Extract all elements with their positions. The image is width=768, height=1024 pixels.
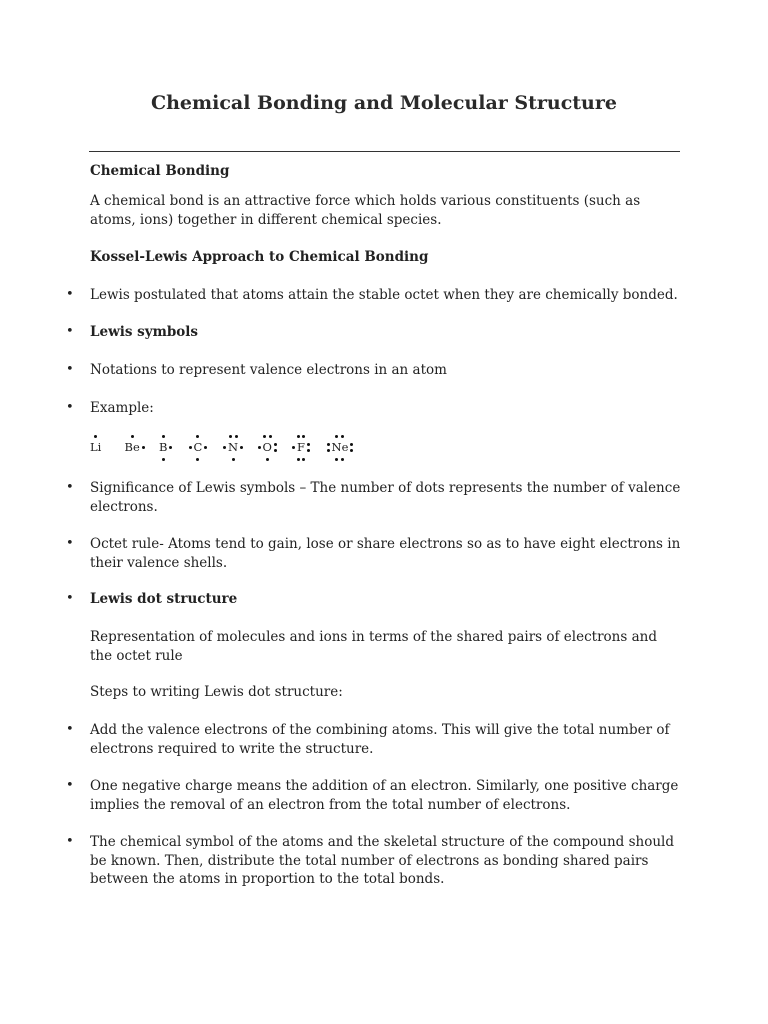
step-item: The chemical symbol of the atoms and the skeletal structure of the compound should be known. Then, distribute the total number of electrons as bonding shared pairs between the atoms in proportion to the total bonds. <box>90 834 675 887</box>
bullet-marker: • <box>66 362 74 377</box>
steps-intro: Steps to writing Lewis dot structure: <box>90 684 343 700</box>
step-item: Add the valence electrons of the combining atoms. This will give the total number of electrons required to write the structure. <box>90 722 670 757</box>
lewis-symbol-label: N <box>228 440 239 454</box>
lewis-symbol-label: C <box>193 440 203 454</box>
chemical-bonding-heading: Chemical Bonding <box>90 163 230 179</box>
bullet-marker: • <box>66 324 74 339</box>
electron-dot <box>274 443 277 446</box>
electron-dot <box>350 443 353 446</box>
lewis-symbol-o <box>263 432 293 462</box>
electron-dot <box>292 446 295 449</box>
electron-dot <box>327 443 330 446</box>
electron-dot <box>232 458 235 461</box>
electron-dot <box>94 435 97 438</box>
bullet-notations: Notations to represent valence electrons in an atom <box>90 362 447 378</box>
electron-dot <box>327 449 330 452</box>
electron-dot <box>307 449 310 452</box>
electron-dot <box>302 458 305 461</box>
bullet-lewis-symbols: Lewis symbols <box>90 324 199 340</box>
electron-dot <box>266 458 269 461</box>
electron-dot <box>297 458 300 461</box>
electron-dot <box>162 458 165 461</box>
lewis-symbol-label: F <box>297 440 305 454</box>
electron-dot <box>350 449 353 452</box>
bullet-marker: • <box>66 778 74 793</box>
electron-dot <box>263 435 266 438</box>
electron-dot <box>162 435 165 438</box>
electron-dot <box>189 446 192 449</box>
electron-dot <box>274 449 277 452</box>
electron-dot <box>223 446 226 449</box>
bullet-marker: • <box>66 480 74 495</box>
lewis-symbol-label: Be <box>124 440 140 454</box>
lewis-symbol-f <box>297 432 327 462</box>
lewis-symbol-b <box>159 432 189 462</box>
bullet-marker: • <box>66 722 74 737</box>
lewis-symbols-figure <box>90 432 370 462</box>
lewis-symbol-be <box>125 432 155 462</box>
title-divider <box>89 151 680 152</box>
electron-dot <box>240 446 243 449</box>
chemical-bonding-paragraph: A chemical bond is an attractive force which holds various constituents (such as atoms, ions) together in different chemical species. <box>90 193 641 228</box>
bullet-marker: • <box>66 536 74 551</box>
bullet-lewis-dot-structure: Lewis dot structure <box>90 591 238 607</box>
lewis-symbol-ne <box>332 432 362 462</box>
electron-dot <box>196 458 199 461</box>
page-title: Chemical Bonding and Molecular Structure <box>151 92 617 114</box>
electron-dot <box>341 458 344 461</box>
electron-dot <box>335 435 338 438</box>
electron-dot <box>169 446 172 449</box>
lewis-symbol-c <box>194 432 224 462</box>
bullet-marker: • <box>66 400 74 415</box>
electron-dot <box>269 435 272 438</box>
lewis-dot-definition: Representation of molecules and ions in terms of the shared pairs of electrons and the octet rule <box>90 629 657 664</box>
bullet-significance: Significance of Lewis symbols – The number of dots represents the number of valence electrons. <box>90 480 681 515</box>
lewis-symbol-label: Ne <box>331 440 349 454</box>
electron-dot <box>258 446 261 449</box>
electron-dot <box>229 435 232 438</box>
electron-dot <box>142 446 145 449</box>
bullet-marker: • <box>66 834 74 849</box>
electron-dot <box>307 443 310 446</box>
lewis-symbol-label: O <box>262 440 272 454</box>
step-item: One negative charge means the addition of an electron. Similarly, one positive charge implies the removal of an electron from the total number of electrons. <box>90 778 679 813</box>
lewis-symbol-label: B <box>159 440 168 454</box>
electron-dot <box>335 458 338 461</box>
electron-dot <box>297 435 300 438</box>
lewis-symbol-li <box>90 432 120 462</box>
bullet-example: Example: <box>90 400 154 416</box>
lewis-symbol-label: Li <box>90 440 102 454</box>
bullet-octet-rule: Octet rule- Atoms tend to gain, lose or share electrons so as to have eight electrons in their valence shells. <box>90 536 681 571</box>
kossel-lewis-heading: Kossel-Lewis Approach to Chemical Bonding <box>90 249 429 265</box>
bullet-marker: • <box>66 287 74 302</box>
electron-dot <box>204 446 207 449</box>
electron-dot <box>341 435 344 438</box>
bullet-lewis-postulated: Lewis postulated that atoms attain the stable octet when they are chemically bonded. <box>90 287 678 303</box>
electron-dot <box>131 435 134 438</box>
electron-dot <box>235 435 238 438</box>
lewis-symbol-n <box>228 432 258 462</box>
electron-dot <box>302 435 305 438</box>
bullet-marker: • <box>66 591 74 606</box>
electron-dot <box>196 435 199 438</box>
